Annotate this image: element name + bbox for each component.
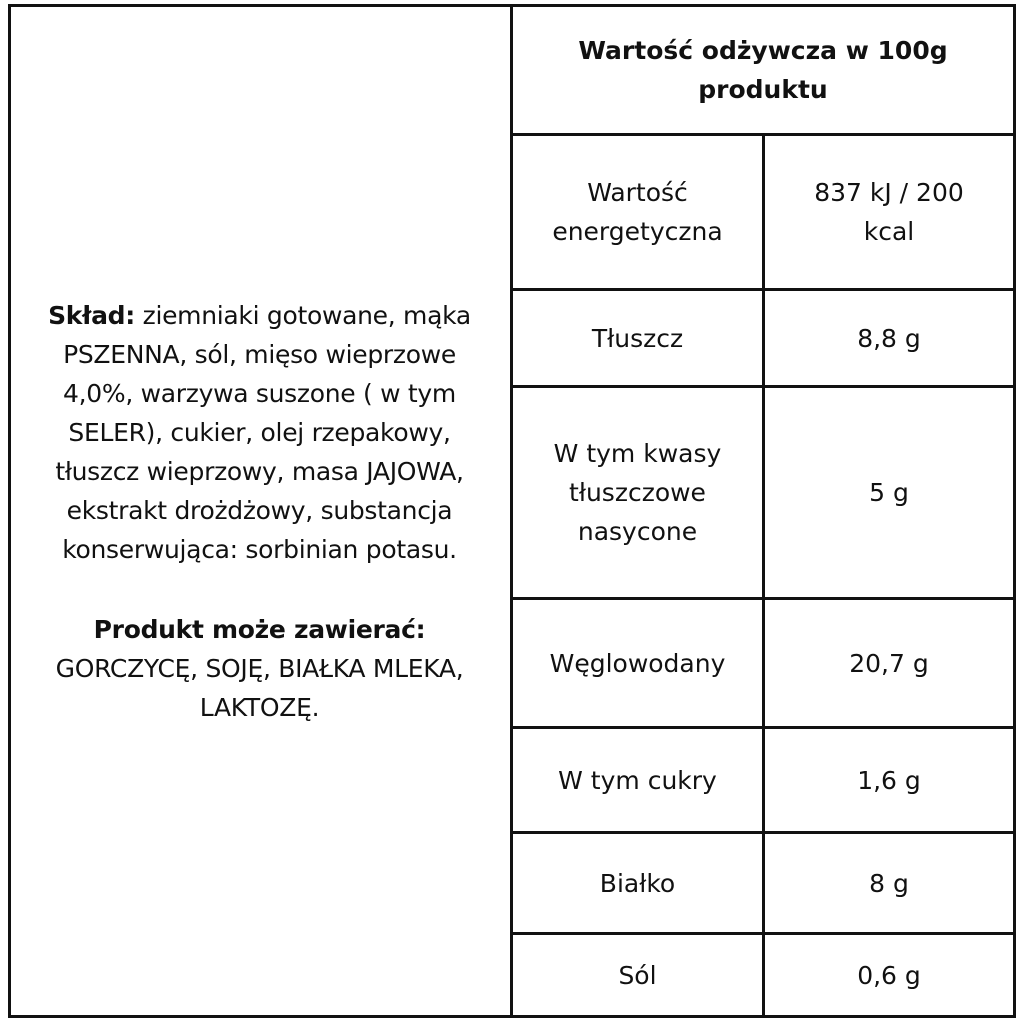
- allergens-list: GORCZYCĘ, SOJĘ, BIAŁKA MLEKA, LAKTOZĘ.: [55, 653, 464, 722]
- ingredients-panel: [8, 4, 511, 1018]
- nutrient-value-fat: 8,8 g: [857, 323, 921, 353]
- nutrient-name-protein: Białko: [599, 868, 676, 898]
- nutrient-name-sugars: W tym cukry: [558, 765, 717, 795]
- nutrient-name-carbohydrates: Węglowodany: [549, 648, 726, 678]
- nutrient-value-carbohydrates: 20,7 g: [849, 648, 929, 678]
- nutrient-value-sugars: 1,6 g: [857, 765, 921, 795]
- ingredients-text: [26, 296, 493, 569]
- nutrient-name-fat: Tłuszcz: [591, 323, 684, 353]
- nutrient-name-salt: Sól: [618, 960, 657, 990]
- nutrient-value-salt: 0,6 g: [857, 960, 921, 990]
- ingredients-label: Skład:: [48, 300, 135, 330]
- nutrient-value-saturated-fat: 5 g: [869, 478, 909, 507]
- nutrient-name-energy: Wartość energetyczna: [552, 178, 723, 246]
- nutrient-value-protein: 8 g: [869, 868, 909, 898]
- nutrition-header: Wartość odżywcza w 100g produktu: [578, 36, 948, 104]
- ingredients-list: ziemniaki gotowane, mąka PSZENNA, sól, mięso wieprzowe 4,0%, warzywa suszone ( w tym SELER), cukier, olej rzepakowy, tłuszcz wieprzowy, masa JAJOWA, ekstrakt drożdżowy, substancja konserwująca: sorbinian potasu.: [55, 300, 471, 564]
- nutrient-name-saturated-fat: W tym kwasy tłuszczowe nasycone: [553, 439, 722, 546]
- nutrient-value-energy: 837 kJ / 200 kcal: [814, 178, 964, 246]
- allergens-label: Produkt może zawierać:: [93, 614, 426, 644]
- allergens-text: [26, 610, 493, 727]
